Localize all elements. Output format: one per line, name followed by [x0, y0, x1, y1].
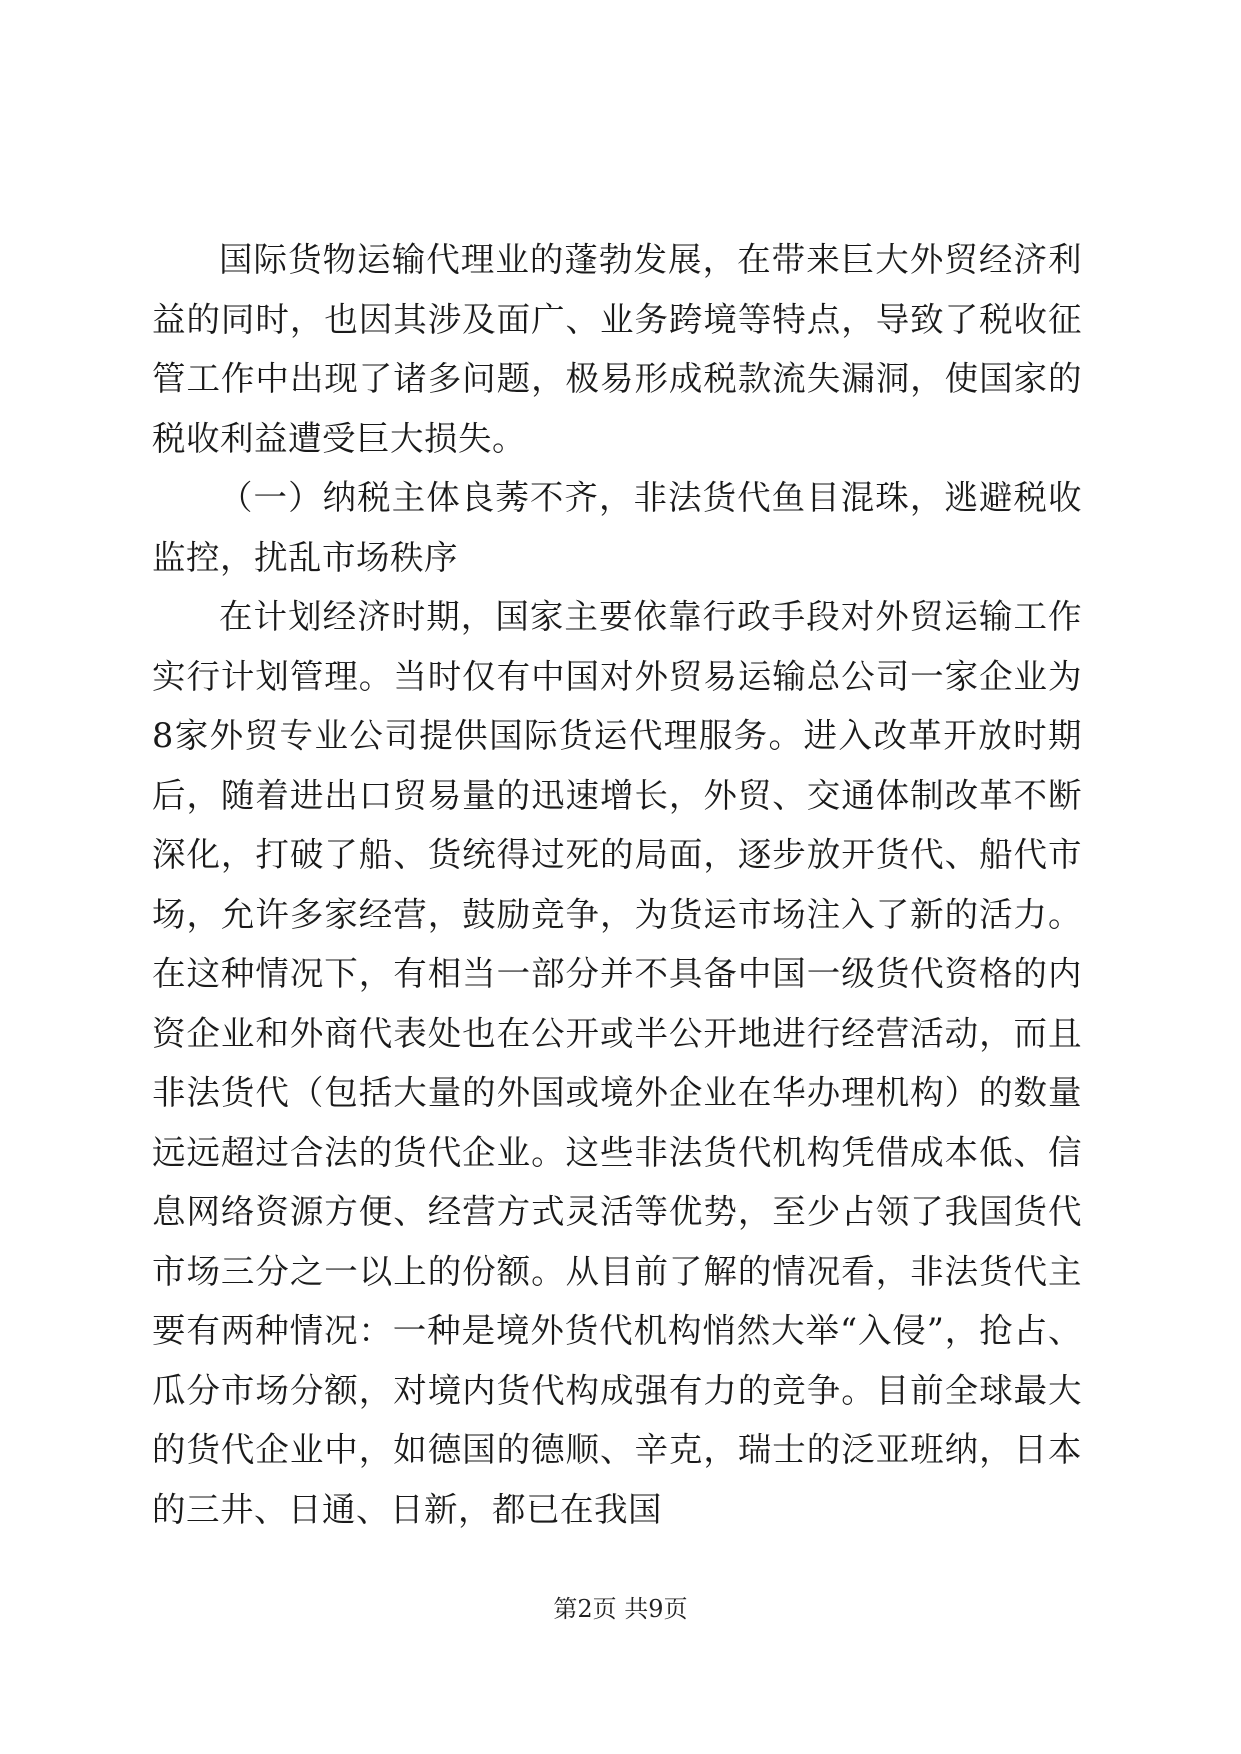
paragraph-history: 在计划经济时期，国家主要依靠行政手段对外贸运输工作实行计划管理。当时仅有中国对外贸易运输总公司一家企业为8家外贸专业公司提供国际货运代理服务。进入改革开放时期后，随着进出口贸易量的迅速增长，外贸、交通体制改革不断深化，打破了船、货统得过死的局面，逐步放开货代、船代市场，允许多家经营，鼓励竞争，为货运市场注入了新的活力。在这种情况下，有相当一部分并不具备中国一级货代资格的内资企业和外商代表处也在公开或半公开地进行经营活动，而且非法货代（包括大量的外国或境外企业在华办理机构）的数量远远超过合法的货代企业。这些非法货代机构凭借成本低、信息网络资源方便、经营方式灵活等优势，至少占领了我国货代市场三分之一以上的份额。从目前了解的情况看，非法货代主要有两种情况：一种是境外货代机构悄然大举“入侵”，抢占、瓜分市场分额，对境内货代构成强有力的竞争。目前全球最大的货代企业中，如德国的德顺、辛克，瑞士的泛亚班纳，日本的三井、日通、日新，都已在我国: [152, 597, 1082, 1529]
page-footer: 第2页 共9页: [553, 1595, 688, 1623]
section-heading: （一）纳税主体良莠不齐，非法货代鱼目混珠，逃避税收监控，扰乱市场秩序: [152, 478, 1082, 577]
document-body: [152, 230, 1082, 1539]
paragraph-intro: 国际货物运输代理业的蓬勃发展，在带来巨大外贸经济利益的同时，也因其涉及面广、业务跨境等特点，导致了税收征管工作中出现了诸多问题，极易形成税款流失漏洞，使国家的税收利益遭受巨大损失。: [152, 240, 1082, 458]
